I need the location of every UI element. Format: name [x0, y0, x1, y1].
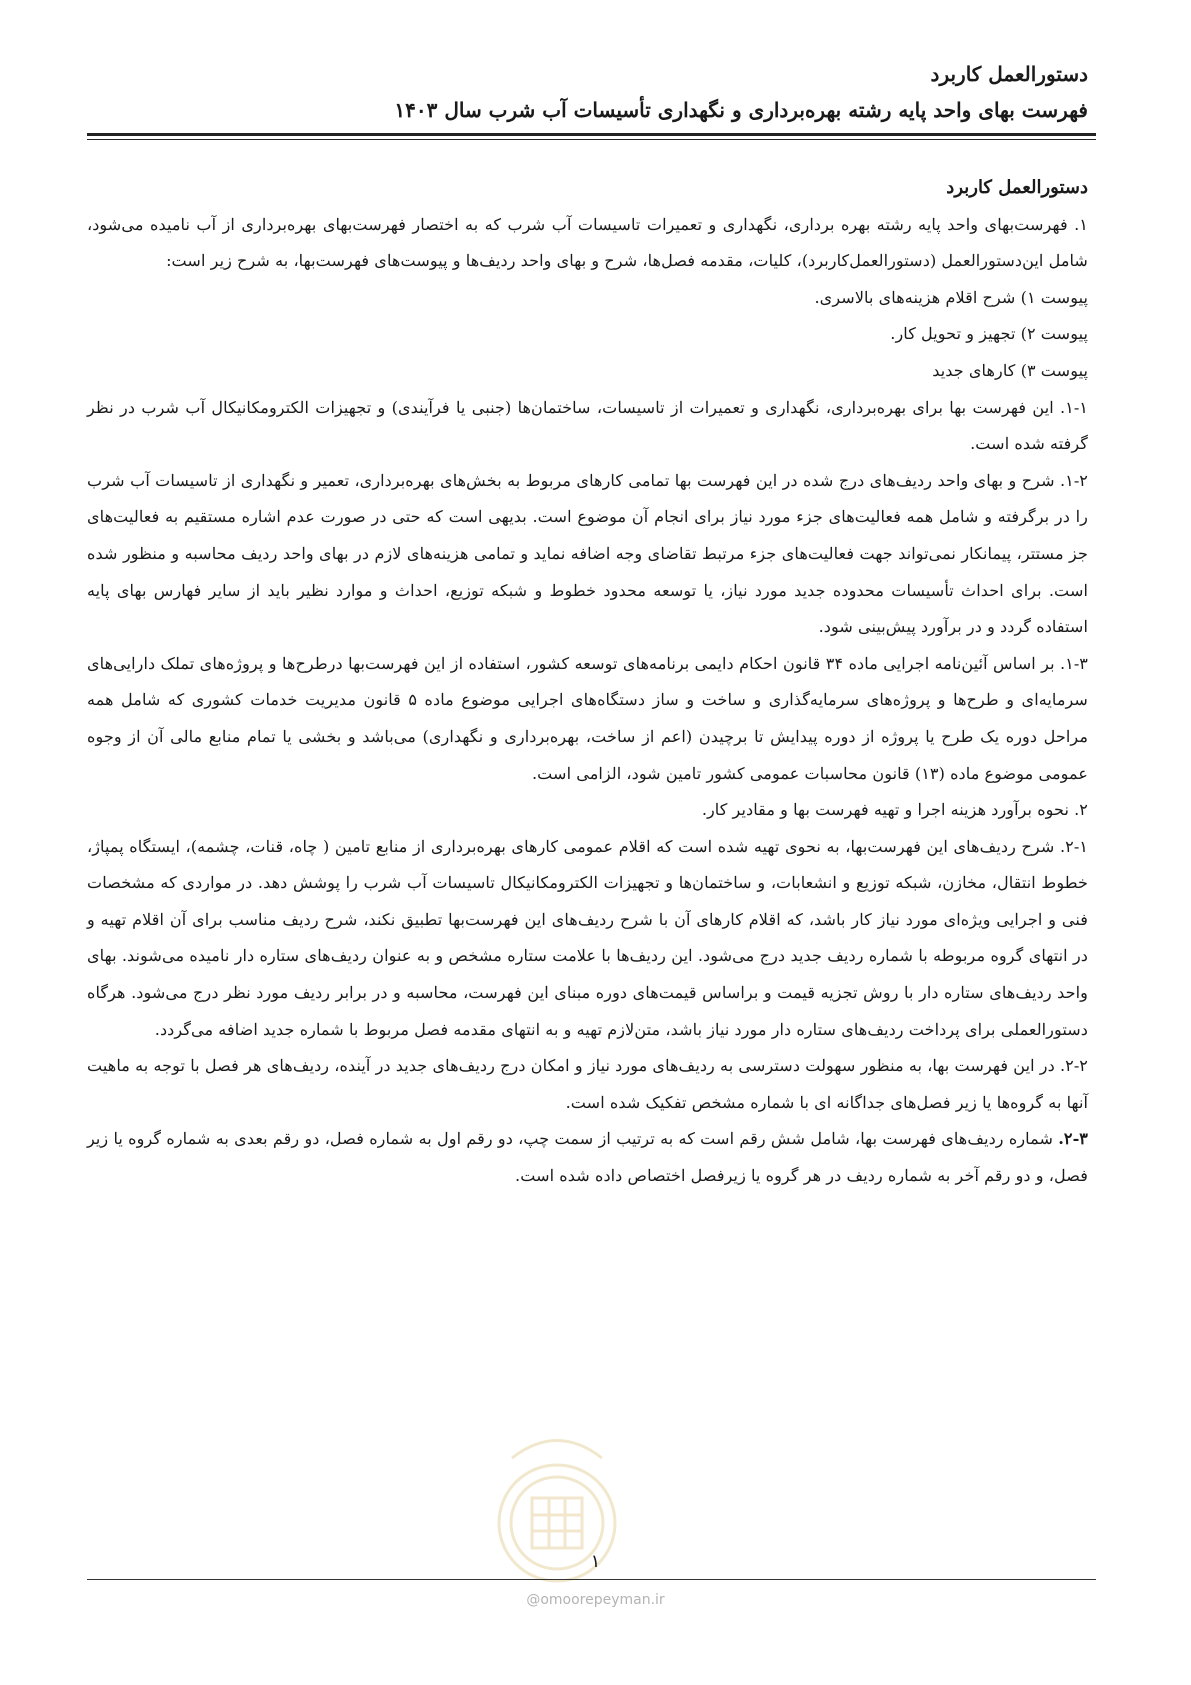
appendix-1: پیوست ۱) شرح اقلام هزینه‌های بالاسری.: [814, 287, 1088, 307]
page-number: ۱: [590, 1551, 601, 1572]
paragraph-2-3-number: ۲-۳.: [1058, 1129, 1088, 1149]
footer-site-watermark: @omoorepeyman.ir: [526, 1592, 665, 1608]
header-title: دستورالعمل کاربرد: [930, 62, 1088, 86]
paragraph-1-3: ۱-۳. بر اساس آئین‌نامه اجرایی ماده ۳۴ قانون احکام دایمی برنامه‌های توسعه کشور، استفاده از این فهرست‌بها درطرح‌ها و پروژه‌های تملک دارایی‌های سرمایه‌ای و طرح‌ها و پروژه‌های سرمایه‌گذاری و ساخت و ساز دستگاه‌های اجرایی موضوع ماده ۵ قانون مدیریت خدمات کشوری که شامل همه مراحل دوره یک طرح یا پروژه از دوره پیدایش تا برچیدن (اعم از ساخت، بهره‌برداری و نگهداری) می‌باشد و بخشی یا تمام منابع مالی آن از وجوه عمومی موضوع ماده (۱۳) قانون محاسبات عمومی کشور تامین شود، الزامی است.: [87, 653, 1088, 783]
document-body: [87, 170, 1088, 1195]
header-subtitle: فهرست بهای واحد پایه رشته بهره‌برداری و نگهداری تأسیسات آب شرب سال ۱۴۰۳: [394, 98, 1088, 122]
footer-rule: [87, 1579, 1096, 1580]
header-rule-thin: [87, 139, 1096, 140]
paragraph-2-3: [87, 1121, 1088, 1194]
paragraph-2-3-text: شماره ردیف‌های فهرست بها، شامل شش رقم است که به ترتیب از سمت چپ، دو رقم اول به شماره فصل، دو رقم بعدی به شماره گروه یا زیر فصل، و دو رقم آخر به شماره ردیف در هر گروه یا زیرفصل اختصاص داده شده است.: [87, 1129, 1088, 1186]
appendix-2: پیوست ۲) تجهیز و تحویل کار.: [890, 324, 1088, 344]
paragraph-2-2: ۲-۲. در این فهرست بها، به منظور سهولت دسترسی به ردیف‌های مورد نیاز و امکان درج ردیف‌های جدید در آینده، ردیف‌های هر فصل با توجه به ماهیت آنها به گروه‌ها یا زیر فصل‌های جداگانه ای با شماره مشخص تفکیک شده است.: [87, 1056, 1088, 1112]
paragraph-2-1: ۲-۱. شرح ردیف‌های این فهرست‌بها، به نحوی تهیه شده است که اقلام عمومی کارهای بهره‌برداری از منابع تامین ( چاه، قنات، چشمه)، ایستگاه پمپاژ، خطوط انتقال، مخازن، شبکه توزیع و انشعابات، و ساختمان‌ها و تجهیزات الکترومکانیکال تاسیسات آب شرب را پوشش دهد. در مواردی که مشخصات فنی و اجرایی ویژه‌ای مورد نیاز کار باشد، که اقلام کارهای آن با شرح ردیف‌های این فهرست‌بها تطبیق نکند، شرح ردیف مناسب برای آن اقلام تهیه و در انتهای گروه مربوطه با شماره ردیف جدید درج می‌شود. این ردیف‌ها با علامت ستاره مشخص و به عنوان ردیف‌های ستاره دار نامیده می‌شوند. بهای واحد ردیف‌های ستاره دار با روش تجزیه قیمت و براساس قیمت‌های دوره مبنای این فهرست، محاسبه و در برابر ردیف مورد نظر درج می‌شود. هرگاه دستورالعملی برای پرداخت ردیف‌های ستاره دار مورد نیاز باشد، متن‌لازم تهیه و به انتهای مقدمه فصل مربوط با شماره جدید اضافه می‌گردد.: [87, 836, 1088, 1039]
page-header: [87, 58, 1088, 126]
section-title: دستورالعمل کاربرد: [946, 177, 1088, 198]
paragraph-1-2: ۱-۲. شرح و بهای واحد ردیف‌های درج شده در این فهرست بها تمامی کارهای مربوط به بخش‌های بهره‌برداری، تعمیر و نگهداری از تاسیسات آب شرب را در برگرفته و شامل همه فعالیت‌های جزء مورد نیاز برای انجام آن موضوع است. بدیهی است که حتی در صورت عدم اشاره مستقیم به فعالیت‌های جز مستتر، پیمانکار نمی‌تواند جهت فعالیت‌های جزء مرتبط تقاضای وجه اضافه نماید و تمامی هزینه‌های لازم در بهای واحد ردیف محاسبه و منظور شده است. برای احداث تأسیسات محدوده جدید مورد نیاز، یا توسعه محدود خطوط و شبکه توزیع، احداث و موارد نظیر باید از سایر فهارس بهای پایه استفاده گردد و در برآورد پیش‌بینی شود.: [87, 470, 1088, 637]
header-rule-thick: [87, 133, 1096, 136]
paragraph-1-1: ۱-۱. این فهرست بها برای بهره‌برداری، نگهداری و تعمیرات از تاسیسات، ساختمان‌ها (جنبی یا فرآیندی) و تجهیزات الکترومکانیکال آب شرب در نظر گرفته شده است.: [87, 397, 1088, 454]
paragraph-1: ۱. فهرست‌بهای واحد پایه رشته بهره برداری، نگهداری و تعمیرات تاسیسات آب شرب که به اختصار فهرست‌بهای بهره‌برداری از آب نامیده می‌شود، شامل این‌دستورالعمل (دستورالعمل‌کاربرد)، کلیات، مقدمه فصل‌ها، شرح و بهای واحد ردیف‌ها و پیوست‌های فهرست‌بها، به شرح زیر است:: [87, 214, 1088, 271]
paragraph-2: ۲. نحوه برآورد هزینه اجرا و تهیه فهرست بها و مقادیر کار.: [701, 800, 1088, 820]
appendix-3: پیوست ۳) کارهای جدید: [932, 360, 1088, 380]
